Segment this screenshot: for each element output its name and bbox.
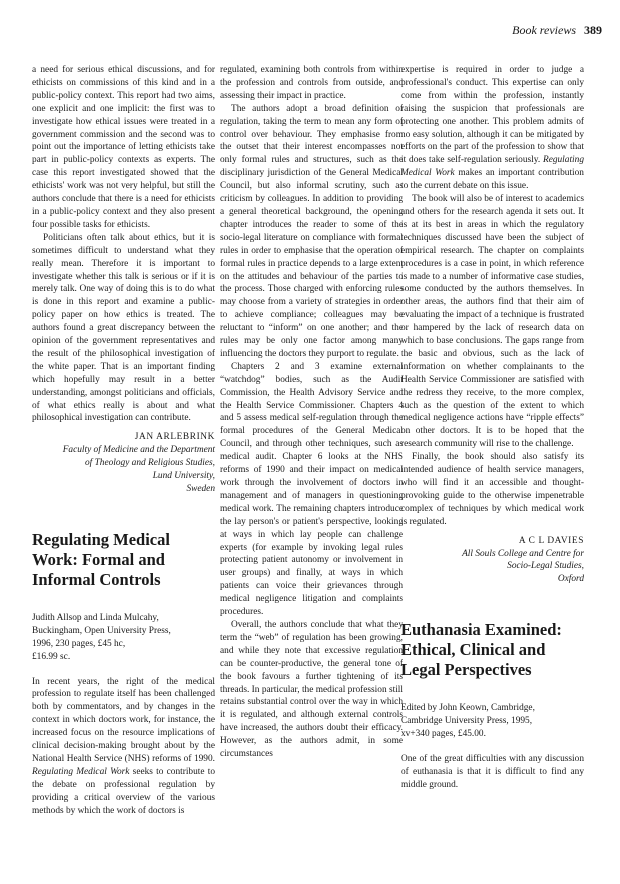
paragraph: Overall, the authors conclude that what they term the “web” of regulation has been growing, and while they note that excessive regulation can be counter-productive, the general tone of the book favours a further tightening of its threads. In particular, the medical profession still retains substantial control over the way in which it is regulated, and although external controls have increased, the authors doubt their efficacy. However, as the authors admit, in some circumstances — [220, 619, 403, 760]
book-details-line: £16.99 sc. — [32, 651, 71, 662]
page-number: 389 — [584, 23, 602, 37]
column-1 — [32, 64, 215, 818]
book-details-line: Judith Allsop and Linda Mulcahy, — [32, 612, 159, 623]
running-header — [0, 23, 602, 38]
reviewer-affiliation: Faculty of Medicine and the Department — [62, 445, 215, 456]
running-head-section: Book reviews — [512, 23, 576, 37]
book-title-italic: Regulating Medical Work — [32, 766, 130, 777]
book-title-italic: Regulating Medical Work — [401, 155, 584, 179]
column-2 — [220, 64, 403, 761]
book-details — [32, 612, 215, 664]
paragraph — [32, 676, 215, 818]
reviewer-name: JAN ARLEBRINK — [134, 432, 215, 443]
text-run: expertise is required in order to judge a professional's conduct. This expertise can only come from within the profession, instantly raising the suspicion that professionals are protecting one another. This problem admits of no easy solution, although it can be mitigated by efforts on the part of the profession to show that it does take self-regulation seriously. — [401, 65, 584, 166]
paragraph: Finally, the book should also satisfy its intended audience of health service managers, who will find it an accessible and thought-provoking guide to the otherwise impenetrable complex of techniques by which medical work is regulated. — [401, 452, 584, 527]
paragraph: Chapters 2 and 3 examine external “watchdog” bodies, such as the Audit Commission, the Health Advisory Service and the Health Service Commissioner. Chapters 4 and 5 assess medical self-regulation through the formal procedures of the General Medical Council, and through other techniques, such as medical audit. Chapter 6 looks at the NHS reforms of 1990 and their impact on medical work through the involvement of doctors in management and of managers in questioning medical work. The remaining chapters introduce the lay person's or patient's perspective, looking at ways in which lay people can challenge experts (for example by invoking legal rules protecting patient autonomy or involvement in user groups) and finally, at ways in which patients can voice their grievances through medical negligence litigation and complaints procedures. — [220, 361, 403, 618]
reviewer-affiliation: of Theology and Religious Studies, — [84, 458, 215, 469]
reviewer-affiliation: Lund University, — [152, 471, 215, 482]
reviewer-affiliation: Oxford — [557, 574, 584, 585]
reviewer-name: A C L DAVIES — [518, 535, 584, 546]
text-run: In recent years, the right of the medical profession to regulate itself has been challenged both by commentators, and by changes in the context in which doctors work, for instance, the increased focus on the resource implications of clinical decision-making brought about by the National Health Service (NHS) reforms of 1990. — [32, 676, 215, 764]
book-details-line: Cambridge University Press, 1995, — [401, 716, 533, 727]
reviewer-affiliation: All Souls College and Centre for — [462, 548, 584, 559]
reviewer-signature — [401, 535, 584, 587]
book-details-line: Buckingham, Open University Press, — [32, 625, 171, 636]
reviewer-affiliation: Sweden — [186, 484, 215, 494]
text-run: makes an important contribution to the current debate on this issue. — [401, 168, 584, 192]
paragraph: The book will also be of interest to academics and others for the research agenda it sets out. It is at its best in areas in which the regulatory techniques discussed have been the subject of empirical research. The chapter on complaints procedures is a case in point, in which reference is made to a number of informative case studies, some conducted by the authors themselves. In other areas, the authors find that their aim of evaluating the impact of a technique is frustrated or hampered by the lack of research data on which to base conclusions. The gaps range from the basic and obvious, such as the lack of information on whether complainants to the Health Service Commissioner are satisfied with the redress they receive, to the more complex, such as the question of the extent to which medical negligence actions have “ripple effects” on other doctors. It is to be hoped that the research community will rise to the challenge. — [401, 194, 584, 450]
book-details-line: 1996, 230 pages, £45 hc, — [32, 638, 126, 649]
paragraph: The authors adopt a broad definition of regulation, taking the term to mean any form of control over behaviour. They emphasise from the outset that their interest encompasses not only formal rules and structures, such as the disciplinary jurisdiction of the General Medical Council, but also informal scrutiny, such as criticism by colleagues. In addition to providing a general theoretical background, the opening chapter introduces the reader to some of the socio-legal literature on compliance with formal rules in order to emphasise that the operation of formal rules in practice depends to a large extent on the attitudes and behaviour of the parties to the process. Those charged with enforcing rules may choose from a variety of strategies in order to achieve compliance; colleagues may be reluctant to “inform” on one another; and the rules may be only one factor among many influencing the doctors they purport to regulate. — [220, 103, 403, 359]
book-details-line: xv+340 pages, £45.00. — [401, 729, 486, 740]
paragraph: Politicians often talk about ethics, but it is sometimes difficult to understand what they really mean. Therefore it is important to investigate whether this talk is serious or if it is merely talk. One way of doing this is to do what is done in this report and examine a public-policy paper on how ethics is treated. The authors found a great discrepancy between the opinion of the government representatives and the result of the philosophical investigation of the white paper. That is an important finding which hopefully may result in a better understanding, amongst politicians and officials, of what ethics really is about and what philosophical investigation can contribute. — [32, 232, 215, 424]
column-3 — [401, 64, 584, 792]
paragraph: a need for serious ethical discussions, and for ethicists on commissions of this kind and in a public-policy context. This report had two aims, one explicit and one implicit: the first was to investigate how ethical issues were treated in a government commission and the second was to point out the importance of letting ethicists take part in public-policy contexts as experts. The case this report investigated showed that the ethicists' work was not very helpful, but still the authors conclude that there is a need for ethicists in a public-policy context and they also present four possible tasks for ethicists. — [32, 65, 215, 230]
review-title: Euthanasia Examined: Ethical, Clinical and Legal Perspectives — [401, 620, 562, 680]
review-title: Regulating Medical Work: Formal and Informal Controls — [32, 529, 170, 589]
paragraph: One of the great difficulties with any discussion of euthanasia is that it is difficult to find any middle ground. — [401, 753, 584, 790]
reviewer-affiliation: Socio-Legal Studies, — [507, 561, 584, 572]
paragraph: regulated, examining both controls from within the profession and controls from outside, and assessing their impact in practice. — [220, 65, 403, 101]
book-details-line: Edited by John Keown, Cambridge, — [401, 703, 535, 714]
text-run: seeks to contribute to the debate on professional regulation by providing a critical overview of the various methods by which the work of doctors is — [32, 766, 216, 816]
paragraph — [401, 64, 584, 193]
book-details — [401, 702, 584, 741]
reviewer-signature — [32, 431, 215, 496]
